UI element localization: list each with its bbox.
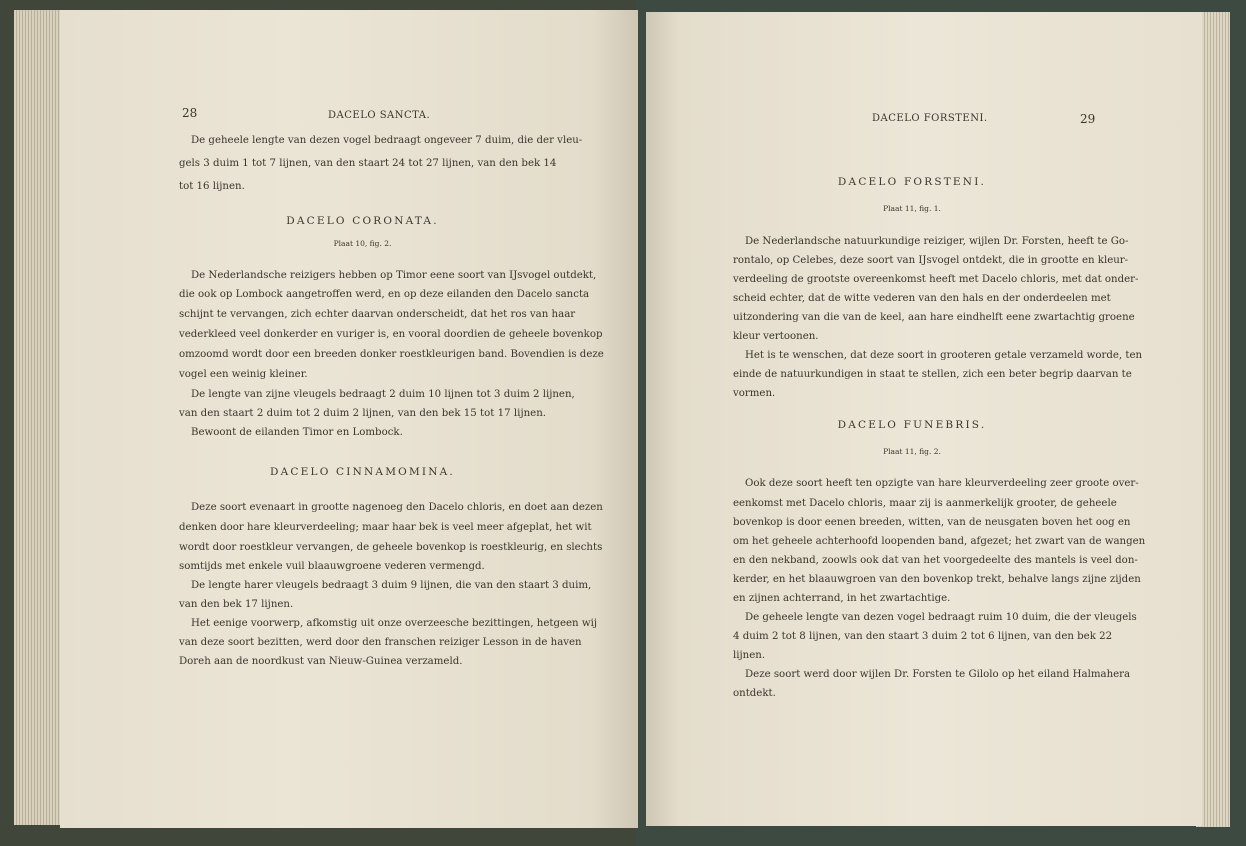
plate-reference: Plaat 11, fig. 2. [883,447,941,456]
text-line: einde de natuurkundigen in staat te stellen, zich een beter begrip daarvan te [733,369,1132,380]
text-line: somtijds met enkele vuil blaauwgroene vederen vermengd. [179,561,485,572]
plate-reference: Plaat 10, fig. 2. [333,239,392,248]
text-line: Het eenige voorwerp, afkomstig uit onze overzeesche bezittingen, hetgeen wij [191,618,597,629]
text-line: Deze soort werd door wijlen Dr. Forsten te Gilolo op het eiland Halmahera [745,669,1131,680]
text-line: scheid echter, dat de witte vederen van den hals en der onderdeelen met [733,293,1111,304]
page-number: 29 [1080,112,1096,126]
text-line: De Nederlandsche reizigers hebben op Timor eene soort van IJsvogel outdekt, [191,270,597,281]
text-line: kerder, en het blaauwgroen van den bovenkop trekt, behalve langs zijne zijden [733,574,1141,585]
left-page [60,10,638,828]
text-line: Het is te wenschen, dat deze soort in grooteren getale verzameld worde, ten [745,350,1143,361]
right-page [646,12,1202,826]
plate-reference: Plaat 11, fig. 1. [883,204,941,213]
text-line: De Nederlandsche natuurkundige reiziger, wijlen Dr. Forsten, heeft te Go- [745,236,1129,247]
text-line: uitzondering van die van de keel, aan hare eindhelft eene zwartachtig groene [733,312,1135,323]
text-line: tot 16 lijnen. [179,181,245,192]
text-line: De geheele lengte van dezen vogel bedraagt ruim 10 duim, die der vleugels [745,612,1137,623]
text-line: Bewoont de eilanden Timor en Lombock. [191,427,403,438]
text-line: van den bek 17 lijnen. [179,599,294,610]
text-line: denken door hare kleurverdeeling; maar haar bek is veel meer afgeplat, het wit [179,522,592,533]
text-line: schijnt te vervangen, zich echter daarvan onderscheidt, dat het ros van haar [179,309,576,320]
page-number: 28 [182,106,198,120]
text-line: van deze soort bezitten, werd door den franschen reiziger Lesson in de haven [179,637,582,648]
section-title: DACELO CORONATA. [286,215,439,227]
text-line: ontdekt. [733,688,776,699]
page-edges-left [14,10,66,825]
text-line: eenkomst met Dacelo chloris, maar zij is aanmerkelijk grooter, de geheele [733,498,1117,509]
section-title: DACELO FORSTENI. [837,176,987,188]
text-line: Ook deze soort heeft ten opzigte van hare kleurverdeeling zeer groote over- [745,478,1139,489]
text-line: omzoomd wordt door een breeden donker roestkleurigen band. Bovendien is deze [179,349,604,360]
text-line: verdeeling de grootste overeenkomst heeft met Dacelo chloris, met dat onder- [733,274,1139,285]
text-line: kleur vertoonen. [733,331,819,342]
running-head: DACELO SANCTA. [328,110,431,121]
text-line: Deze soort evenaart in grootte nagenoeg den Dacelo chloris, en doet aan dezen [191,502,603,513]
section-title: DACELO CINNAMOMINA. [270,466,455,478]
text-line: om het geheele achterhoofd loopenden band, afgezet; het zwart van de wangen [733,536,1146,547]
text-line: wordt door roestkleur vervangen, de geheele bovenkop is roestkleurig, en slechts [179,542,603,553]
text-line: rontalo, op Celebes, deze soort van IJsvogel ontdekt, die in grootte en kleur- [733,255,1129,266]
text-line: die ook op Lombock aangetroffen werd, en op deze eilanden den Dacelo sancta [179,289,590,300]
text-line: Doreh aan de noordkust van Nieuw-Guinea verzameld. [179,656,463,667]
text-line: van den staart 2 duim tot 2 duim 2 lijnen, van den bek 15 tot 17 lijnen. [179,408,546,419]
text-line: De geheele lengte van dezen vogel bedraagt ongeveer 7 duim, die der vleu- [191,135,583,146]
text-line: lijnen. [733,650,766,661]
section-title: DACELO FUNEBRIS. [837,419,987,431]
text-line: vormen. [733,388,776,399]
text-line: De lengte van zijne vleugels bedraagt 2 duim 10 lijnen tot 3 duim 2 lijnen, [191,389,575,400]
text-line: vederkleed veel donkerder en vuriger is, en vooral doordien de geheele bovenkop [179,329,603,340]
text-line: en zijnen achterrand, in het zwartachtige. [733,593,951,604]
running-head: DACELO FORSTENI. [872,113,988,124]
text-line: 4 duim 2 tot 8 lijnen, van den staart 3 duim 2 tot 6 lijnen, van den bek 22 [733,631,1113,642]
text-line: De lengte harer vleugels bedraagt 3 duim 9 lijnen, die van den staart 3 duim, [191,580,592,591]
text-line: vogel een weinig kleiner. [179,369,308,380]
text-line: en den nekband, zoowls ook dat van het voorgedeelte des mantels is veel don- [733,555,1138,566]
text-line: gels 3 duim 1 tot 7 lijnen, van den staart 24 tot 27 lijnen, van den bek 14 [179,158,557,169]
text-line: bovenkop is door eenen breeden, witten, van de neusgaten boven het oog en [733,517,1131,528]
